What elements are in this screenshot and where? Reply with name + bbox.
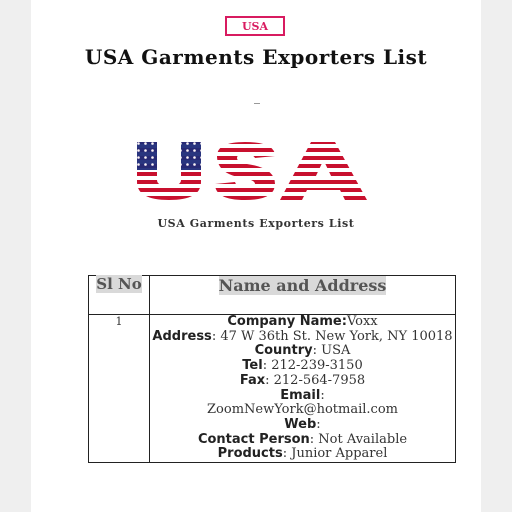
column-header-name-address: Name and Address bbox=[150, 276, 456, 315]
company-details: Company Name:Voxx Address: 47 W 36th St. New York, NY 10018 Country: USA Tel: 212-239-3150 Fax: 212-564-7958 Email: ZoomNewYork@hotmail.com Web: Contact Person: Not Available Products: Junior Apparel bbox=[150, 315, 456, 463]
article-page bbox=[31, 0, 481, 512]
row-number: 1 bbox=[89, 315, 150, 463]
exporters-table bbox=[88, 275, 456, 463]
table-row bbox=[89, 315, 456, 463]
page-title: USA Garments Exporters List bbox=[84, 45, 428, 69]
usa-flag-logo bbox=[135, 140, 375, 202]
column-header-sl-no: Sl No bbox=[89, 276, 150, 315]
image-caption: USA Garments Exporters List bbox=[157, 217, 355, 230]
email-link[interactable]: ZoomNewYork@hotmail.com bbox=[207, 402, 398, 418]
category-tag[interactable]: USA bbox=[225, 16, 285, 36]
table-header-row bbox=[89, 276, 456, 315]
title-divider bbox=[254, 103, 260, 104]
